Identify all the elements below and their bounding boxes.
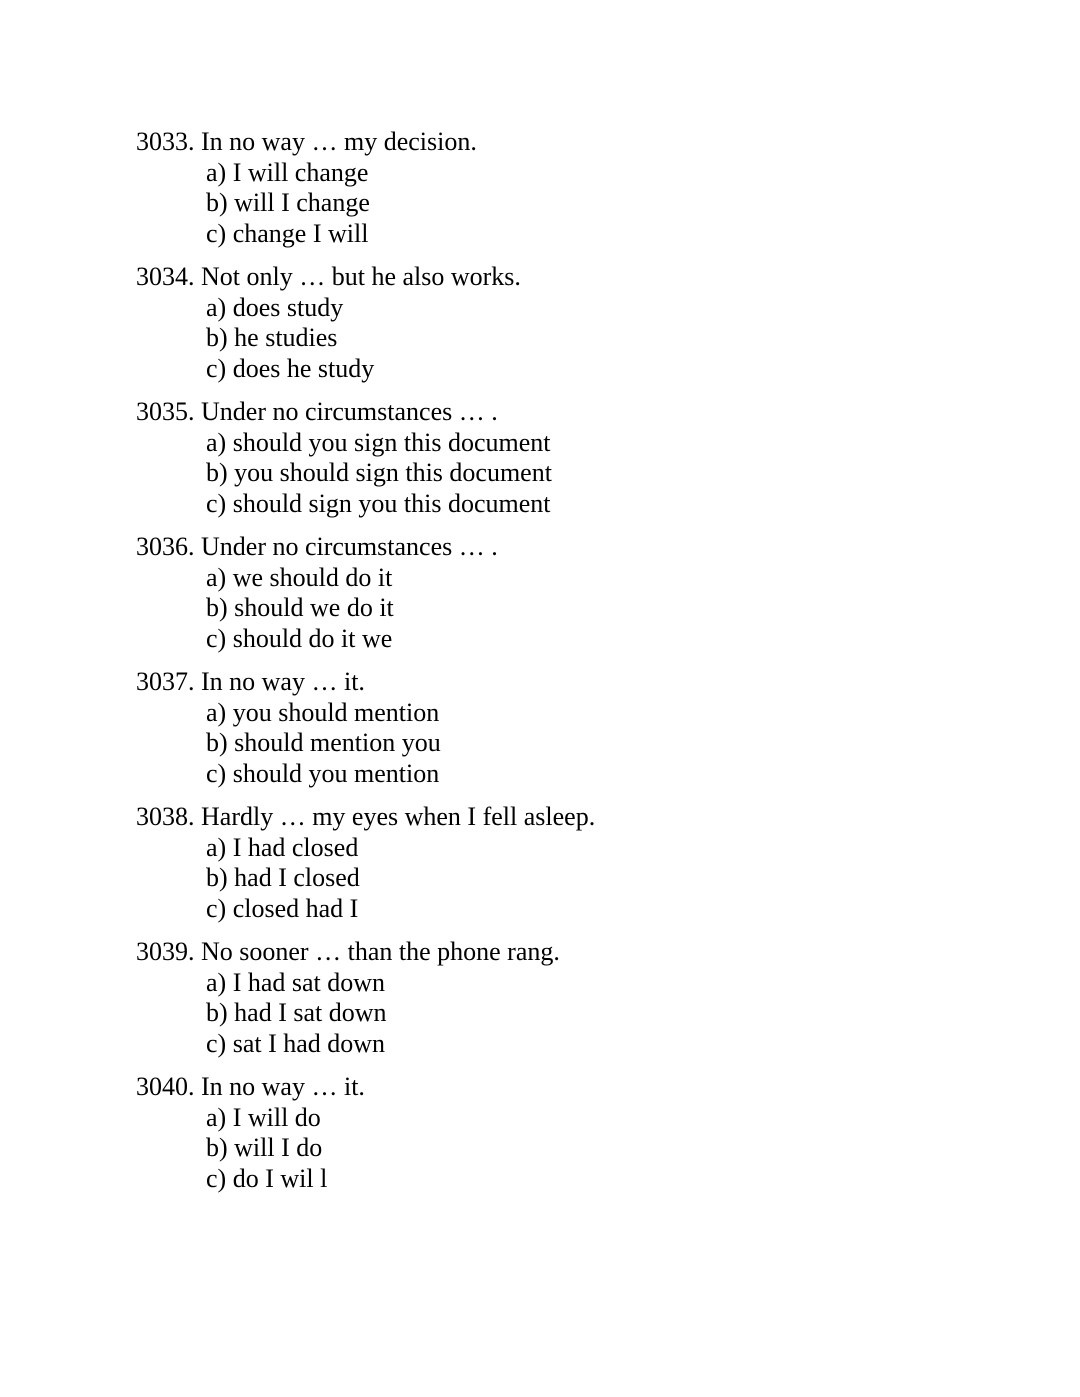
question-3039 (136, 937, 1036, 1059)
question-stem: 3035. Under no circumstances … . (136, 397, 498, 426)
question-stem: 3033. In no way … my decision. (136, 127, 477, 156)
question-3040 (136, 1072, 1036, 1194)
option-a: a) I will do (206, 1102, 321, 1132)
question-3036 (136, 532, 1036, 654)
option-b: b) should mention you (206, 728, 441, 757)
option-c: c) should you mention (206, 758, 440, 788)
option-c: c) closed had I (206, 893, 359, 923)
question-3034 (136, 262, 1036, 384)
question-3033 (136, 127, 1036, 249)
question-stem: 3034. Not only … but he also works. (136, 262, 521, 291)
option-c: c) sat I had down (206, 1028, 386, 1058)
option-b: b) had I closed (206, 863, 360, 892)
option-c: c) should do it we (206, 623, 393, 653)
option-b: b) will I do (206, 1133, 323, 1162)
option-c: c) change I will (206, 218, 369, 248)
option-a: a) should you sign this document (206, 427, 551, 457)
question-stem: 3039. No sooner … than the phone rang. (136, 937, 560, 966)
option-a: a) I will change (206, 157, 369, 187)
option-b: b) will I change (206, 188, 370, 217)
question-stem: 3038. Hardly … my eyes when I fell asleep. (136, 802, 596, 831)
question-stem: 3040. In no way … it. (136, 1072, 365, 1101)
question-stem: 3037. In no way … it. (136, 667, 365, 696)
question-3038 (136, 802, 1036, 924)
question-stem: 3036. Under no circumstances … . (136, 532, 498, 561)
option-c: c) should sign you this document (206, 488, 551, 518)
option-a: a) I had sat down (206, 967, 386, 997)
question-3037 (136, 667, 1036, 789)
option-a: a) you should mention (206, 697, 440, 727)
option-c: c) does he study (206, 353, 375, 383)
option-c: c) do I wil l (206, 1163, 328, 1193)
option-b: b) he studies (206, 323, 338, 352)
option-a: a) we should do it (206, 562, 393, 592)
option-b: b) had I sat down (206, 998, 387, 1027)
option-b: b) you should sign this document (206, 458, 552, 487)
option-b: b) should we do it (206, 593, 394, 622)
option-a: a) I had closed (206, 832, 359, 862)
document-page (136, 127, 1036, 1207)
option-a: a) does study (206, 292, 344, 322)
question-3035 (136, 397, 1036, 519)
